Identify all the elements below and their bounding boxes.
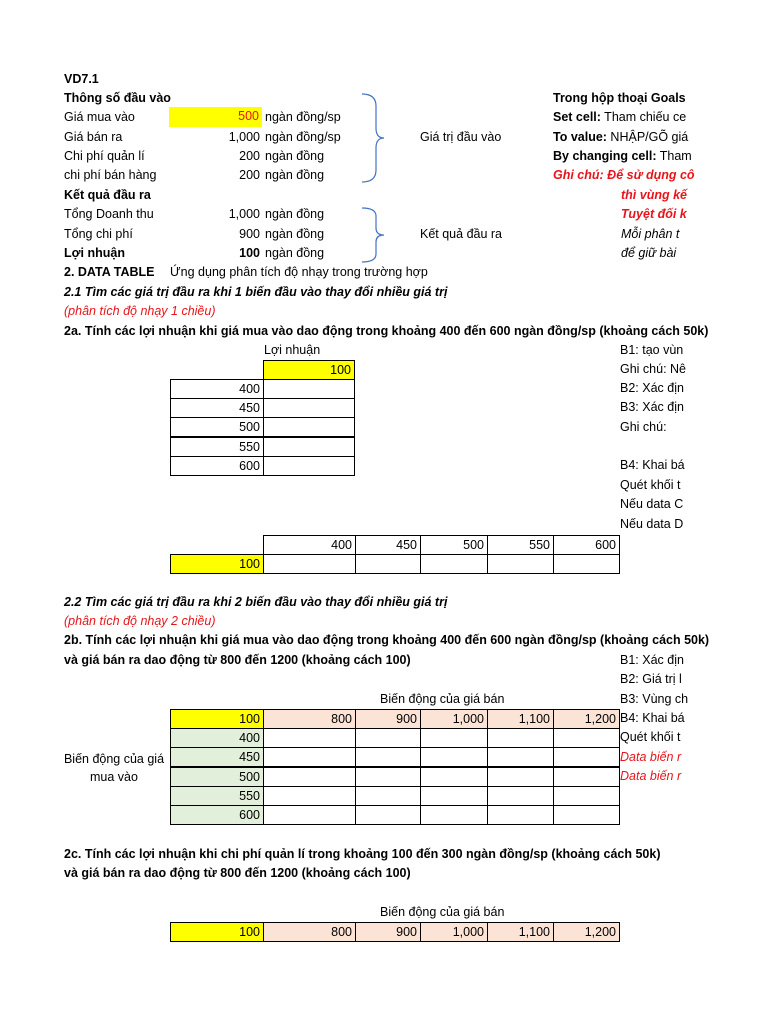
notes-line: B2: Giá trị l (620, 672, 682, 686)
table2-result-cell[interactable] (263, 554, 356, 574)
table2-input-cell[interactable]: 450 (355, 535, 421, 555)
input-value-sale-price[interactable]: 1,000 (228, 130, 260, 144)
notes-line: Quét khối t (620, 478, 681, 492)
table2-result-cell[interactable] (420, 554, 488, 574)
table4-col-header: Biến động của giá bán (380, 905, 505, 919)
section-title: 2. DATA TABLE (64, 265, 155, 279)
table3-row-input-cell[interactable]: 400 (170, 728, 264, 748)
section-2-2-title: 2.2 Tìm các giá trị đầu ra khi 2 biến đầu vào thay đổi nhiều giá trị (64, 595, 448, 609)
table3-result-cell[interactable] (487, 767, 554, 787)
table4-col-input-cell[interactable]: 1,200 (553, 922, 620, 942)
table3-result-cell[interactable] (553, 767, 620, 787)
notes-line: Tuyệt đối k (621, 207, 687, 221)
notes-line: By changing cell: Tham (553, 149, 692, 163)
table3-row-input-cell[interactable]: 500 (170, 767, 264, 787)
table3-result-cell[interactable] (355, 786, 421, 806)
table3-result-cell[interactable] (355, 805, 421, 825)
table3-result-cell[interactable] (553, 805, 620, 825)
table3-col-header: Biến động của giá bán (380, 692, 505, 706)
table3-row-header: Biến động của giá mua vào (63, 752, 165, 784)
input-value-admin-cost[interactable]: 200 (239, 149, 260, 163)
table3-col-input-cell[interactable]: 900 (355, 709, 421, 729)
output-label-revenue: Tổng Doanh thu (64, 207, 154, 221)
notes-line: Ghi chú: Để sử dụng cô (553, 168, 695, 182)
output-unit: ngàn đồng (265, 207, 325, 221)
outputs-brace-label: Kết quả đầu ra (420, 227, 503, 241)
table3-formula-cell[interactable]: 100 (170, 709, 264, 729)
input-value-selling-cost[interactable]: 200 (239, 168, 260, 182)
table1-formula-cell[interactable]: 100 (263, 360, 355, 380)
notes-line: Ghi chú: Nê (620, 362, 687, 376)
notes-line: Mỗi phân t (621, 227, 680, 241)
table1-result-cell[interactable] (263, 417, 355, 437)
table1-input-cell[interactable]: 450 (170, 398, 264, 418)
output-label-profit: Lợi nhuận (64, 246, 125, 260)
section-2c-title: 2c. Tính các lợi nhuận khi chi phí quản lí trong khoảng 100 đến 300 ngàn đồng/sp (khoảng cách 50k) (64, 847, 661, 861)
notes-line: B1: Xác địn (620, 653, 684, 667)
table1-input-cell[interactable]: 400 (170, 379, 264, 399)
notes-line: để giữ bài (621, 246, 677, 260)
notes-line: Quét khối t (620, 730, 681, 744)
section-2b-title-line2: và giá bán ra dao động từ 800 đến 1200 (khoảng cách 100) (64, 653, 411, 667)
table3-result-cell[interactable] (420, 747, 488, 767)
table3-col-input-cell[interactable]: 1,100 (487, 709, 554, 729)
table3-result-cell[interactable] (355, 728, 421, 748)
section-2-1-subtitle: (phân tích độ nhạy 1 chiều) (64, 304, 216, 318)
input-label-purchase-price: Giá mua vào (64, 110, 135, 124)
table3-col-input-cell[interactable]: 800 (263, 709, 356, 729)
table4-col-input-cell[interactable]: 1,000 (420, 922, 488, 942)
input-unit: ngàn đồng/sp (265, 110, 341, 124)
output-value-revenue: 1,000 (228, 207, 260, 221)
table1-input-cell[interactable]: 600 (170, 456, 264, 476)
table1-result-cell[interactable] (263, 456, 355, 476)
table3-result-cell[interactable] (263, 747, 356, 767)
table1-notes (620, 341, 768, 541)
notes-line: B3: Xác địn (620, 400, 684, 414)
input-unit: ngàn đồng (265, 149, 325, 163)
table2-result-cell[interactable] (553, 554, 620, 574)
section-2b-title: 2b. Tính các lợi nhuận khi giá mua vào dao động trong khoảng 400 đến 600 ngàn đồng/sp (khoảng cách 50k) (64, 633, 710, 647)
notes-line: Trong hộp thoại Goals (553, 91, 686, 105)
section-2a-title: 2a. Tính các lợi nhuận khi giá mua vào dao động trong khoảng 400 đến 600 ngàn đồng/sp (khoảng cách 50k) (64, 324, 709, 338)
output-unit: ngàn đồng (265, 227, 325, 241)
goal-seek-notes (553, 89, 768, 264)
table2-input-cell[interactable]: 600 (553, 535, 620, 555)
table4-col-input-cell[interactable]: 1,100 (487, 922, 554, 942)
notes-line: Set cell: Tham chiếu ce (553, 110, 687, 124)
section-2-2-subtitle: (phân tích độ nhạy 2 chiều) (64, 614, 216, 628)
table3-result-cell[interactable] (553, 728, 620, 748)
output-label-total-cost: Tổng chi phí (64, 227, 133, 241)
table3-result-cell[interactable] (420, 805, 488, 825)
table4-col-input-cell[interactable]: 900 (355, 922, 421, 942)
table3-result-cell[interactable] (263, 805, 356, 825)
notes-line: B4: Khai bá (620, 711, 685, 725)
table3-col-input-cell[interactable]: 1,000 (420, 709, 488, 729)
table1-input-cell[interactable]: 500 (170, 417, 264, 437)
notes-line: Data biến r (620, 750, 682, 764)
table2-formula-cell[interactable]: 100 (170, 554, 264, 574)
section-subtitle: Ứng dụng phân tích độ nhạy trong trường hợp (170, 265, 428, 279)
table1-result-cell[interactable] (263, 379, 355, 399)
table3-result-cell[interactable] (487, 805, 554, 825)
input-unit: ngàn đồng/sp (265, 130, 341, 144)
inputs-brace-label: Giá trị đầu vào (420, 130, 502, 144)
notes-line: thì vùng kế (621, 188, 687, 202)
table2-result-cell[interactable] (355, 554, 421, 574)
table1-result-cell[interactable] (263, 437, 355, 457)
table2-result-cell[interactable] (487, 554, 554, 574)
input-label-selling-cost: chi phí bán hàng (64, 168, 157, 182)
notes-line: B1: tạo vùn (620, 343, 684, 357)
table3-result-cell[interactable] (420, 728, 488, 748)
notes-line: To value: NHẬP/GÕ giá (553, 130, 689, 144)
table3-result-cell[interactable] (487, 786, 554, 806)
table3-row-input-cell[interactable]: 550 (170, 786, 264, 806)
table4-col-input-cell[interactable]: 800 (263, 922, 356, 942)
table3-result-cell[interactable] (263, 728, 356, 748)
table2-input-cell[interactable]: 500 (420, 535, 488, 555)
input-label-admin-cost: Chi phí quản lí (64, 149, 145, 163)
table3-notes (620, 651, 768, 791)
notes-line: Nếu data D (620, 517, 684, 531)
notes-line: Nếu data C (620, 497, 684, 511)
table3-row-input-cell[interactable]: 450 (170, 747, 264, 767)
table3-result-cell[interactable] (553, 786, 620, 806)
notes-line: B2: Xác địn (620, 381, 684, 395)
inputs-brace-icon (360, 92, 390, 184)
output-value-total-cost: 900 (239, 227, 260, 241)
notes-line: B3: Vùng ch (620, 692, 689, 706)
input-value-purchase-price[interactable]: 500 (169, 107, 262, 127)
section-2-1-title: 2.1 Tìm các giá trị đầu ra khi 1 biến đầu vào thay đổi nhiều giá trị (64, 285, 448, 299)
table3-result-cell[interactable] (420, 767, 488, 787)
output-unit: ngàn đồng (265, 246, 325, 260)
output-value-profit: 100 (239, 246, 260, 260)
input-unit: ngàn đồng (265, 168, 325, 182)
section-2c-title-line2: và giá bán ra dao động từ 800 đến 1200 (khoảng cách 100) (64, 866, 411, 880)
notes-line: Data biến r (620, 769, 682, 783)
example-title: VD7.1 (64, 72, 99, 86)
table3-result-cell[interactable] (487, 728, 554, 748)
table3-result-cell[interactable] (263, 786, 356, 806)
outputs-header: Kết quả đầu ra (64, 188, 151, 202)
notes-line: Ghi chú: (620, 420, 667, 434)
table3-row-input-cell[interactable]: 600 (170, 805, 264, 825)
table2-input-cell[interactable]: 550 (487, 535, 554, 555)
table3-result-cell[interactable] (355, 747, 421, 767)
table4-formula-cell[interactable]: 100 (170, 922, 264, 942)
table3-col-input-cell[interactable]: 1,200 (553, 709, 620, 729)
table3-result-cell[interactable] (487, 747, 554, 767)
table3-result-cell[interactable] (355, 767, 421, 787)
table2-input-cell[interactable]: 400 (263, 535, 356, 555)
input-label-sale-price: Giá bán ra (64, 130, 123, 144)
notes-line: B4: Khai bá (620, 458, 685, 472)
table3-result-cell[interactable] (420, 786, 488, 806)
outputs-brace-icon (360, 206, 390, 264)
inputs-header: Thông số đầu vào (64, 91, 171, 105)
table3-result-cell[interactable] (553, 747, 620, 767)
table1-result-cell[interactable] (263, 398, 355, 418)
table1-input-cell[interactable]: 550 (170, 437, 264, 457)
table3-result-cell[interactable] (263, 767, 356, 787)
table1-header: Lợi nhuận (264, 343, 321, 357)
